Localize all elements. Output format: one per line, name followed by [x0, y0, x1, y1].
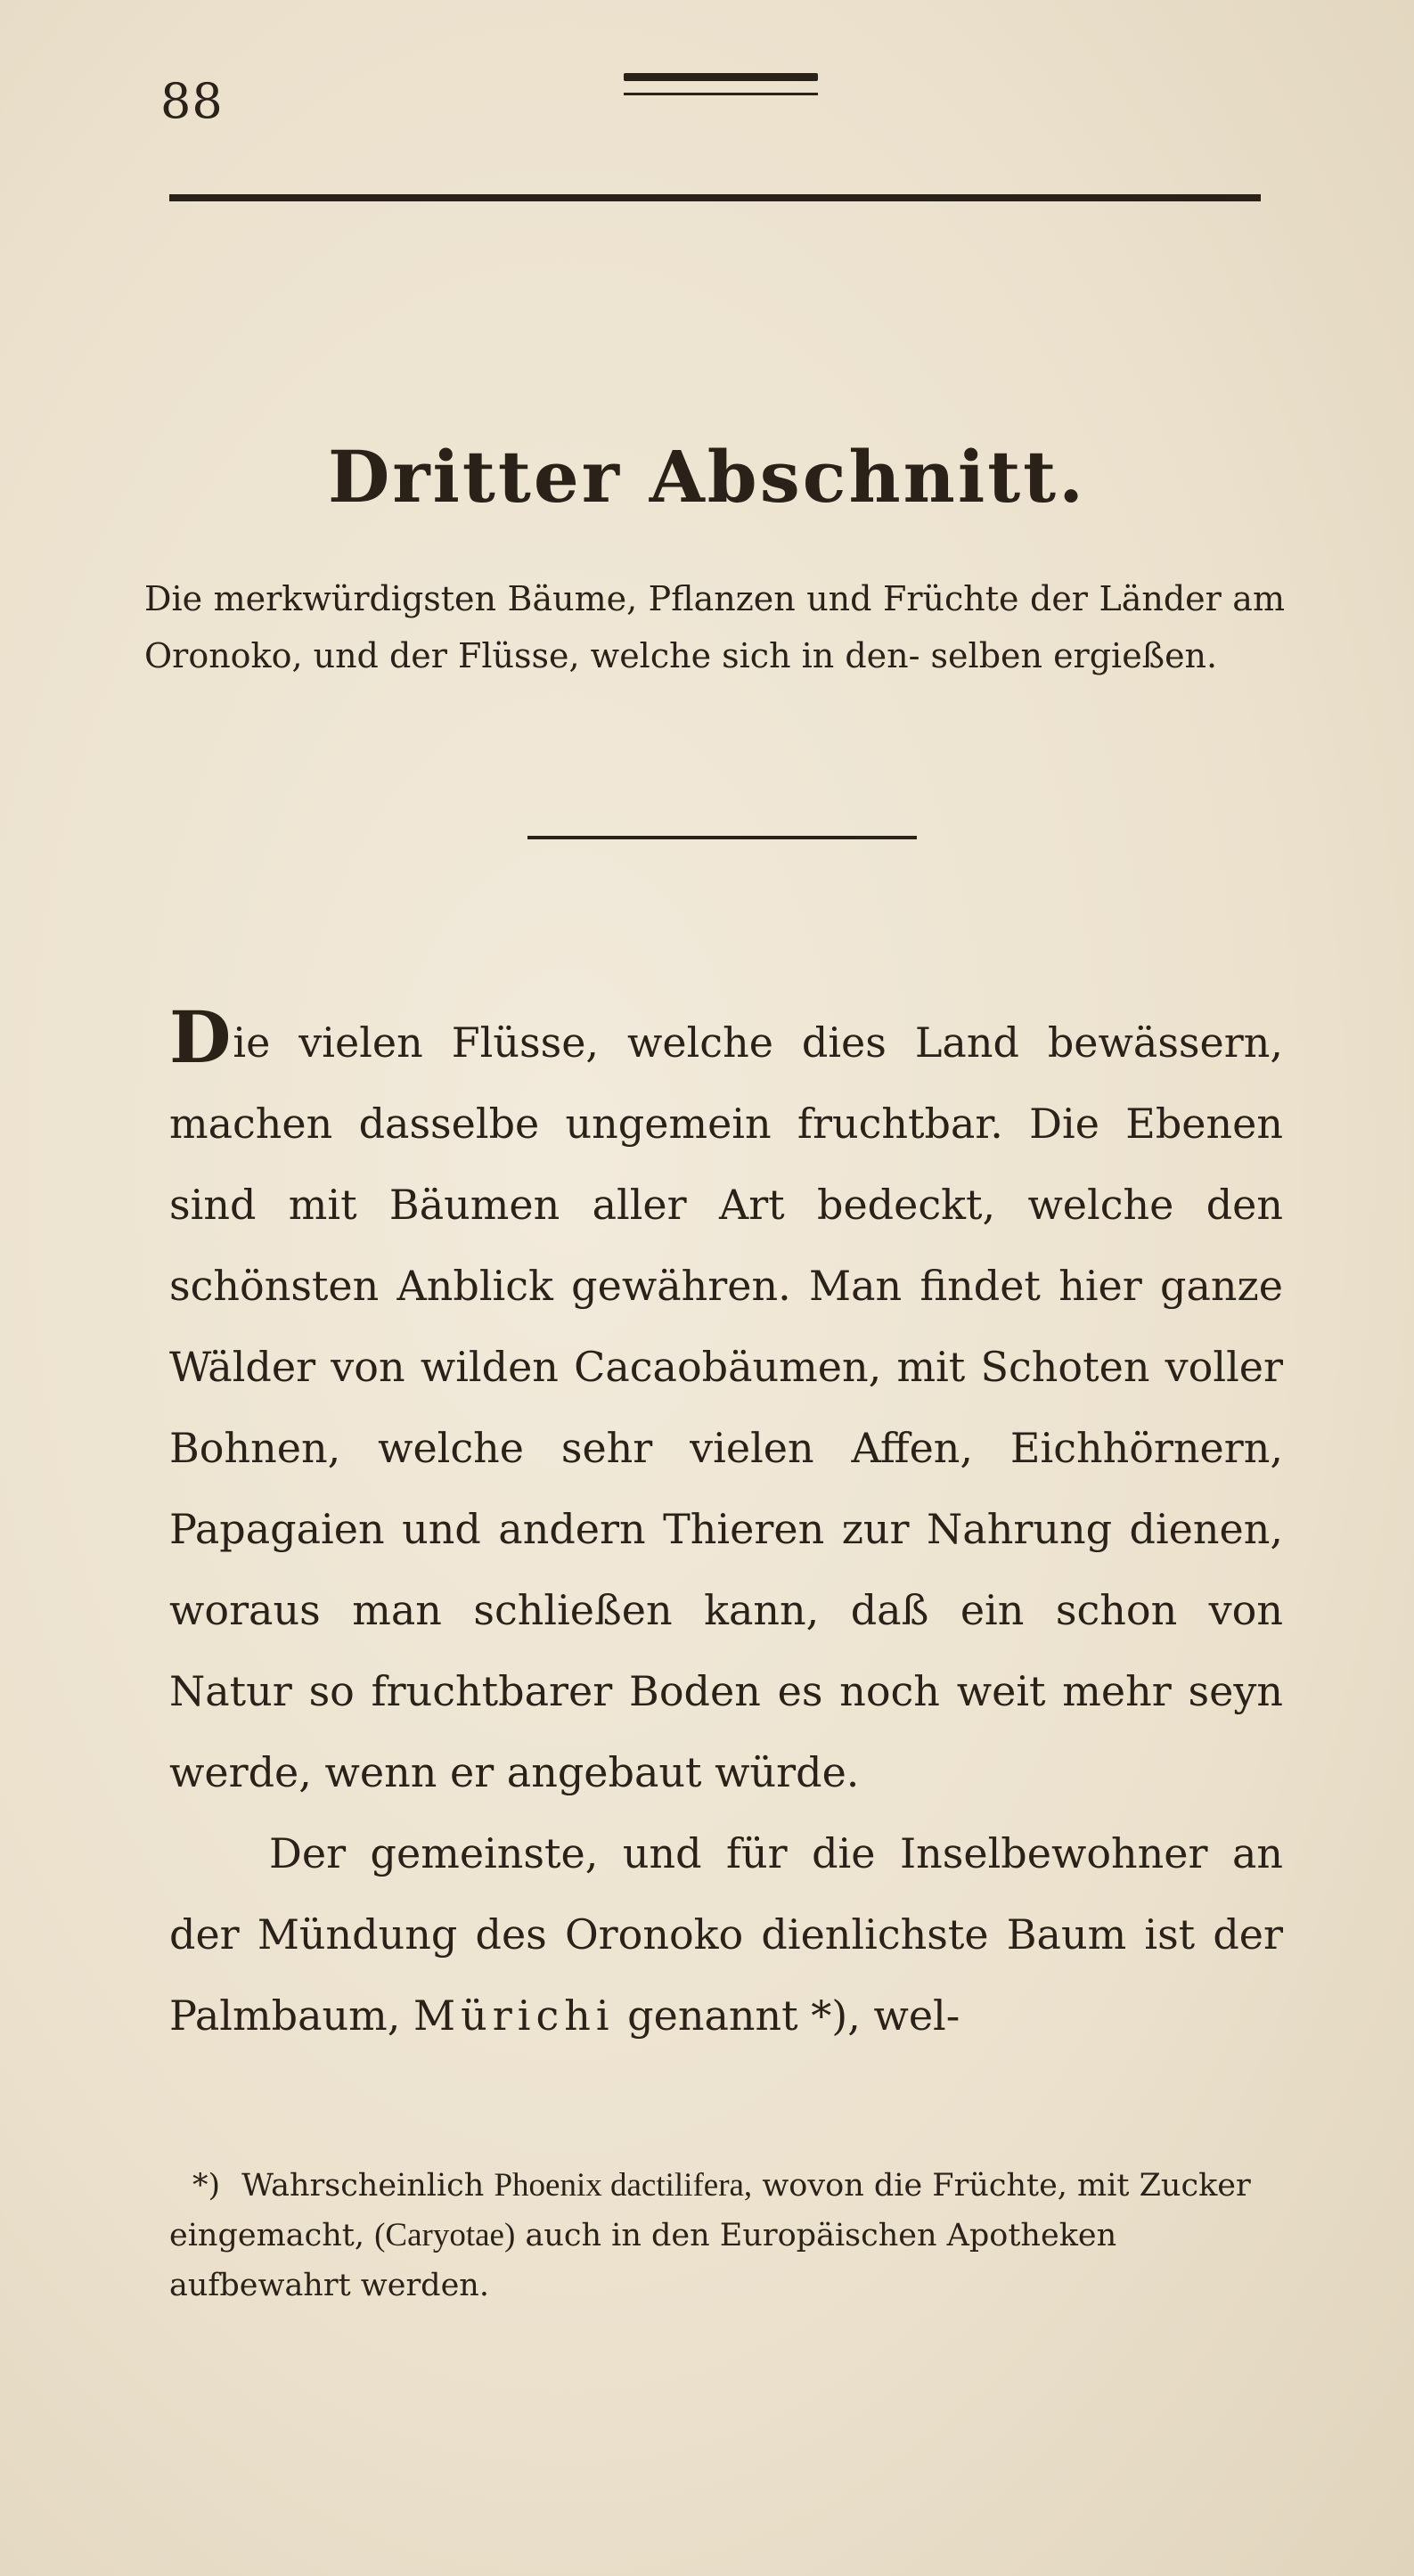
- body-text: [169, 995, 1283, 2057]
- footnote-marker: *): [192, 2168, 221, 2204]
- paragraph-2: [169, 1813, 1283, 2057]
- divider-rule: [527, 836, 917, 839]
- footnote-latin-b: (Caryotae): [374, 2217, 516, 2253]
- paragraph-1-text: ie vielen Flüsse, welche dies Land bewässern, machen dasselbe ungemein fruchtbar. Die Ebenen sind mit Bäumen aller Art bedeckt, welche den schönsten Anblick gewähren. Man findet hier ganze Wälder von wilden Cacaobäumen, mit Schoten voller Bohnen, welche sehr vielen Affen, Eichhörnern, Papagaien und andern Thieren zur Nahrung dienen, woraus man schließen kann, daß ein schon von Natur so fruchtbarer Boden es noch weit mehr seyn werde, wenn er angebaut würde.: [169, 1018, 1283, 1796]
- footnote: [169, 2161, 1283, 2310]
- footnote-text-c: auch in den Europäischen Apotheken aufbewahrt werden.: [169, 2218, 1117, 2303]
- header-rule: [169, 194, 1261, 201]
- footnote-text-b: wovon die Früchte, mit Zucker eingemacht,: [169, 2168, 1251, 2253]
- paragraph-2-text-b: genannt *), wel-: [627, 1991, 960, 2040]
- paragraph-2-text-a: Der gemeinste, und für die Inselbewohner an der Mündung des Oronoko dienlichste Baum ist der Palmbaum,: [169, 1829, 1283, 2040]
- section-subtitle: Die merkwürdigsten Bäume, Pflanzen und Früchte der Länder am Oronoko, und der Flüsse, welche sich in den- selben ergießen.: [144, 579, 1285, 675]
- paragraph-1: [169, 995, 1283, 1813]
- page-number: 88: [160, 73, 224, 129]
- drop-cap: D: [169, 995, 232, 1079]
- section-title: Dritter Abschnitt.: [328, 435, 1086, 519]
- header-ornament: [624, 73, 818, 100]
- footnote-text-a: Wahrscheinlich: [241, 2168, 485, 2204]
- footnote-latin-a: Phoenix dactilifera,: [494, 2167, 753, 2204]
- emphasized-term: Mürichi: [413, 1991, 615, 2040]
